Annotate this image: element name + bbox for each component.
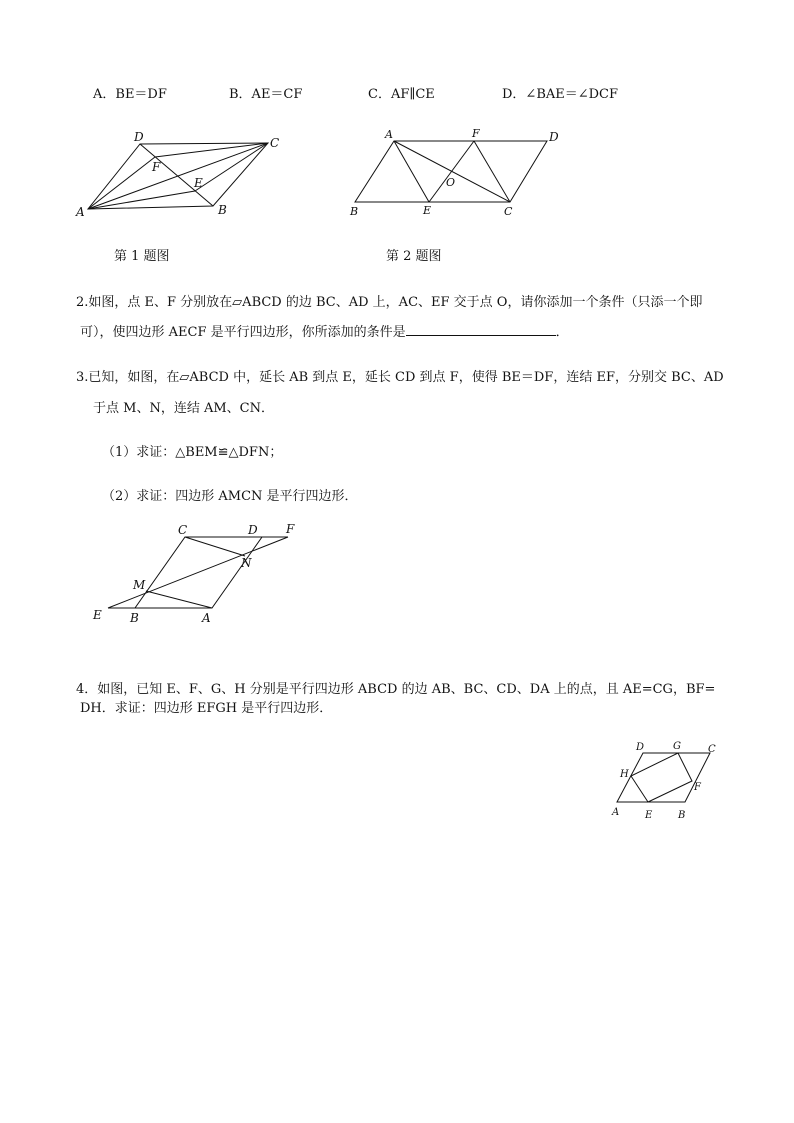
fig2-label-e: E <box>423 204 432 217</box>
fig1-label-b: B <box>218 203 227 217</box>
q2-line-2-end: ． <box>555 325 569 340</box>
q4-line-1: 4．如图，已知 E、F、G、H 分别是平行四边形 ABCD 的边 AB、BC、CD、DA 上的点，且 AE=CG，BF= <box>76 682 716 697</box>
fig4-label-a: A <box>612 807 620 818</box>
fig3-label-m: M <box>133 578 146 592</box>
q3-line-1: 3.已知，如图，在▱ABCD 中，延长 AB 到点 E，延长 CD 到点 F，使得 BE＝DF，连结 EF，分别交 BC、AD <box>76 370 724 385</box>
option-c: C．AF∥CE <box>368 87 435 102</box>
fig2-caption: 第 2 题图 <box>386 249 442 264</box>
fig4-label-g: G <box>673 741 681 752</box>
fig2-label-f: F <box>472 127 480 140</box>
fig3-label-a: A <box>202 611 211 625</box>
fig4-label-d: D <box>636 742 645 753</box>
q3-sub-1: （1）求证：△BEM≌△DFN； <box>102 445 283 460</box>
fig2-label-b: B <box>350 205 359 218</box>
q3-sub-2: （2）求证：四边形 AMCN 是平行四边形． <box>102 489 358 504</box>
q2-line-2-text: 可），使四边形 AECF 是平行四边形，你所添加的条件是 <box>80 325 406 340</box>
fig3-label-c: C <box>178 523 188 537</box>
fig3-label-e: E <box>93 608 102 622</box>
fig4-label-f: F <box>694 782 701 793</box>
fig1-caption: 第 1 题图 <box>114 249 170 264</box>
fig1-label-c: C <box>270 136 280 150</box>
fig2-label-o: O <box>446 176 456 189</box>
fig2-label-d: D <box>549 130 559 144</box>
fig1-label-f: F <box>152 160 161 174</box>
fig3-label-n: N <box>241 556 252 570</box>
fig4-label-e: E <box>645 810 653 821</box>
option-d: D．∠BAE＝∠DCF <box>502 87 619 102</box>
fig2-label-c: C <box>504 205 513 218</box>
q3-line-2: 于点 M、N，连结 AM、CN． <box>93 401 274 416</box>
fig1-label-e: E <box>194 176 203 190</box>
fig1-label-a: A <box>76 205 85 219</box>
fig3-label-d: D <box>248 523 258 537</box>
fig1-label-d: D <box>134 130 144 144</box>
fig3-label-b: B <box>130 611 139 625</box>
fig4-label-c: C <box>708 744 716 755</box>
fig4-label-b: B <box>678 810 686 821</box>
q4-line-2: DH．求证：四边形 EFGH 是平行四边形． <box>80 701 333 716</box>
fig4-quadrilateral-efgh <box>631 753 692 802</box>
fig4-label-h: H <box>620 769 629 780</box>
option-b: B．AE＝CF <box>229 87 303 102</box>
fig2-label-a: A <box>385 128 393 141</box>
option-a: A．BE＝DF <box>93 87 167 102</box>
fig3-label-f: F <box>286 522 295 536</box>
q2-line-1: 2.如图，点 E、F 分别放在▱ABCD 的边 BC、AD 上，AC、EF 交于点 O，请你添加一个条件（只添一个即 <box>76 295 703 310</box>
